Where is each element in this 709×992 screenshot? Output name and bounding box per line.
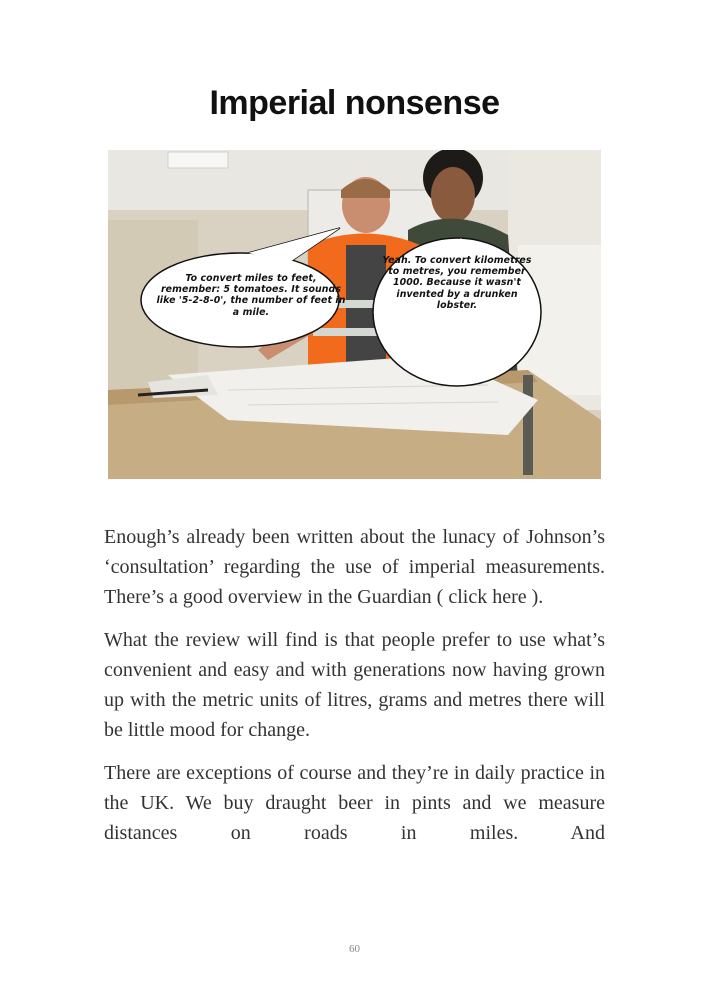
guardian-link[interactable]: click here (448, 586, 527, 608)
speech-bubble-left: To convert miles to feet, remember: 5 tomatoes. It sounds like '5-2-8-0', the number of feet in a mile. (156, 273, 346, 318)
speech-bubble-right: Yeah. To convert kilometres to metres, you remember 1000. Because it wasn't invented by a drunken lobster. (382, 255, 532, 311)
comic-photo (108, 150, 601, 479)
paragraph-3: There are exceptions of course and they’re in daily practice in the UK. We buy draught beer in pints and we measure distances on roads in miles. And (104, 762, 605, 844)
paragraph-2: What the review will find is that people prefer to use what’s convenient and easy and with generations now having grown up with the metric units of litres, grams and metres there will be little mood for change. (104, 629, 605, 741)
paragraph-1 (104, 522, 605, 612)
paragraph-1-end: ). (526, 586, 544, 608)
body-text (104, 522, 605, 861)
page-number: 60 (349, 943, 360, 955)
paragraph-1-text: Enough’s already been written about the lunacy of Johnson’s ‘consultation’ regarding the use of imperial measurements. There’s a good overview in the Guardian ( (104, 526, 605, 608)
page-title: Imperial nonsense (209, 84, 500, 122)
